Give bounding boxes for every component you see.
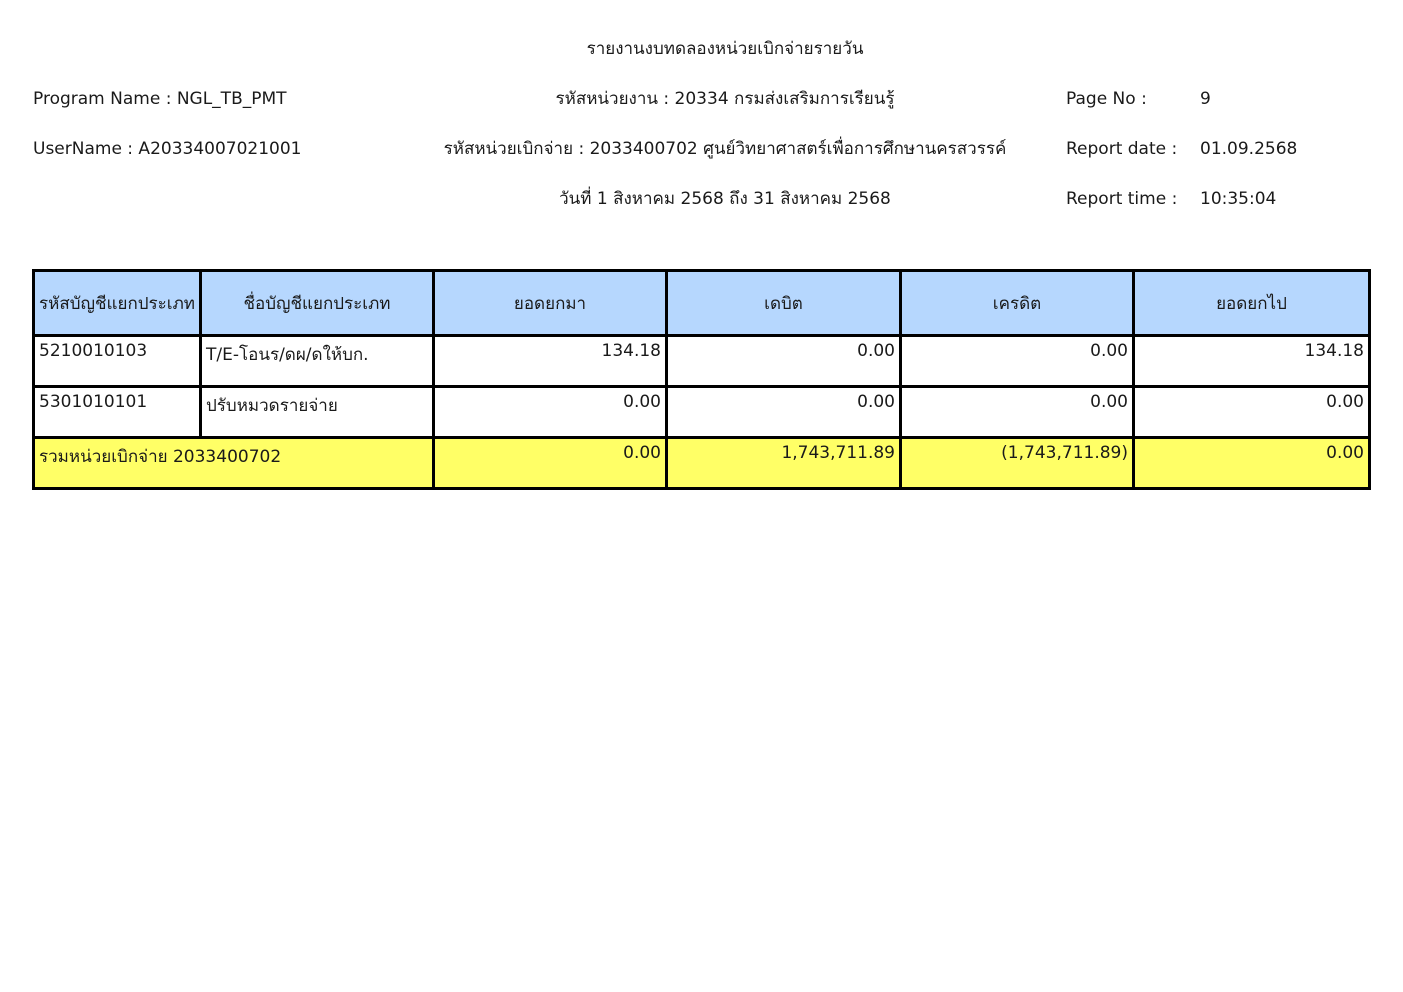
account-name: ปรับหมวดรายจ่าย [201, 387, 434, 438]
opening-balance: 134.18 [434, 336, 667, 387]
report-time-label: Report time : [1066, 189, 1178, 209]
closing-balance: 0.00 [1134, 387, 1370, 438]
disbursing-unit: รหัสหน่วยเบิกจ่าย : 2033400702 ศูนย์วิทยาศาสตร์เพื่อการศึกษานครสวรรค์ [443, 139, 1007, 159]
account-code: 5301010101 [34, 387, 201, 438]
total-closing-balance: 0.00 [1134, 438, 1370, 489]
credit-amount: 0.00 [901, 387, 1134, 438]
report-date-label: Report date : [1066, 139, 1178, 159]
total-row [34, 438, 1370, 489]
credit-amount: 0.00 [901, 336, 1134, 387]
column-header-account-code: รหัสบัญชีแยกประเภท [34, 271, 201, 336]
account-name: T/E-โอนร/ดผ/ดให้บก. [201, 336, 434, 387]
column-header-account-name: ชื่อบัญชีแยกประเภท [201, 271, 434, 336]
table-header-row [34, 271, 1370, 336]
column-header-opening-balance: ยอดยกมา [434, 271, 667, 336]
trial-balance-table [32, 269, 1371, 490]
debit-amount: 0.00 [667, 336, 901, 387]
page-no-value: 9 [1200, 89, 1211, 109]
closing-balance: 134.18 [1134, 336, 1370, 387]
opening-balance: 0.00 [434, 387, 667, 438]
total-label: รวมหน่วยเบิกจ่าย 2033400702 [34, 438, 434, 489]
account-code: 5210010103 [34, 336, 201, 387]
report-time-value: 10:35:04 [1200, 189, 1277, 209]
report-date-value: 01.09.2568 [1200, 139, 1298, 159]
total-credit-amount: (1,743,711.89) [901, 438, 1134, 489]
date-range: วันที่ 1 สิงหาคม 2568 ถึง 31 สิงหาคม 2568 [559, 189, 891, 209]
table-row [34, 387, 1370, 438]
debit-amount: 0.00 [667, 387, 901, 438]
program-name: Program Name : NGL_TB_PMT [33, 89, 287, 109]
report-title: รายงานงบทดลองหน่วยเบิกจ่ายรายวัน [586, 39, 864, 59]
column-header-credit: เครดิต [901, 271, 1134, 336]
column-header-closing-balance: ยอดยกไป [1134, 271, 1370, 336]
table-row [34, 336, 1370, 387]
username: UserName : A20334007021001 [33, 139, 302, 159]
total-opening-balance: 0.00 [434, 438, 667, 489]
page-no-label: Page No : [1066, 89, 1147, 109]
agency-code: รหัสหน่วยงาน : 20334 กรมส่งเสริมการเรียนรู้ [555, 89, 895, 109]
total-debit-amount: 1,743,711.89 [667, 438, 901, 489]
column-header-debit: เดบิต [667, 271, 901, 336]
